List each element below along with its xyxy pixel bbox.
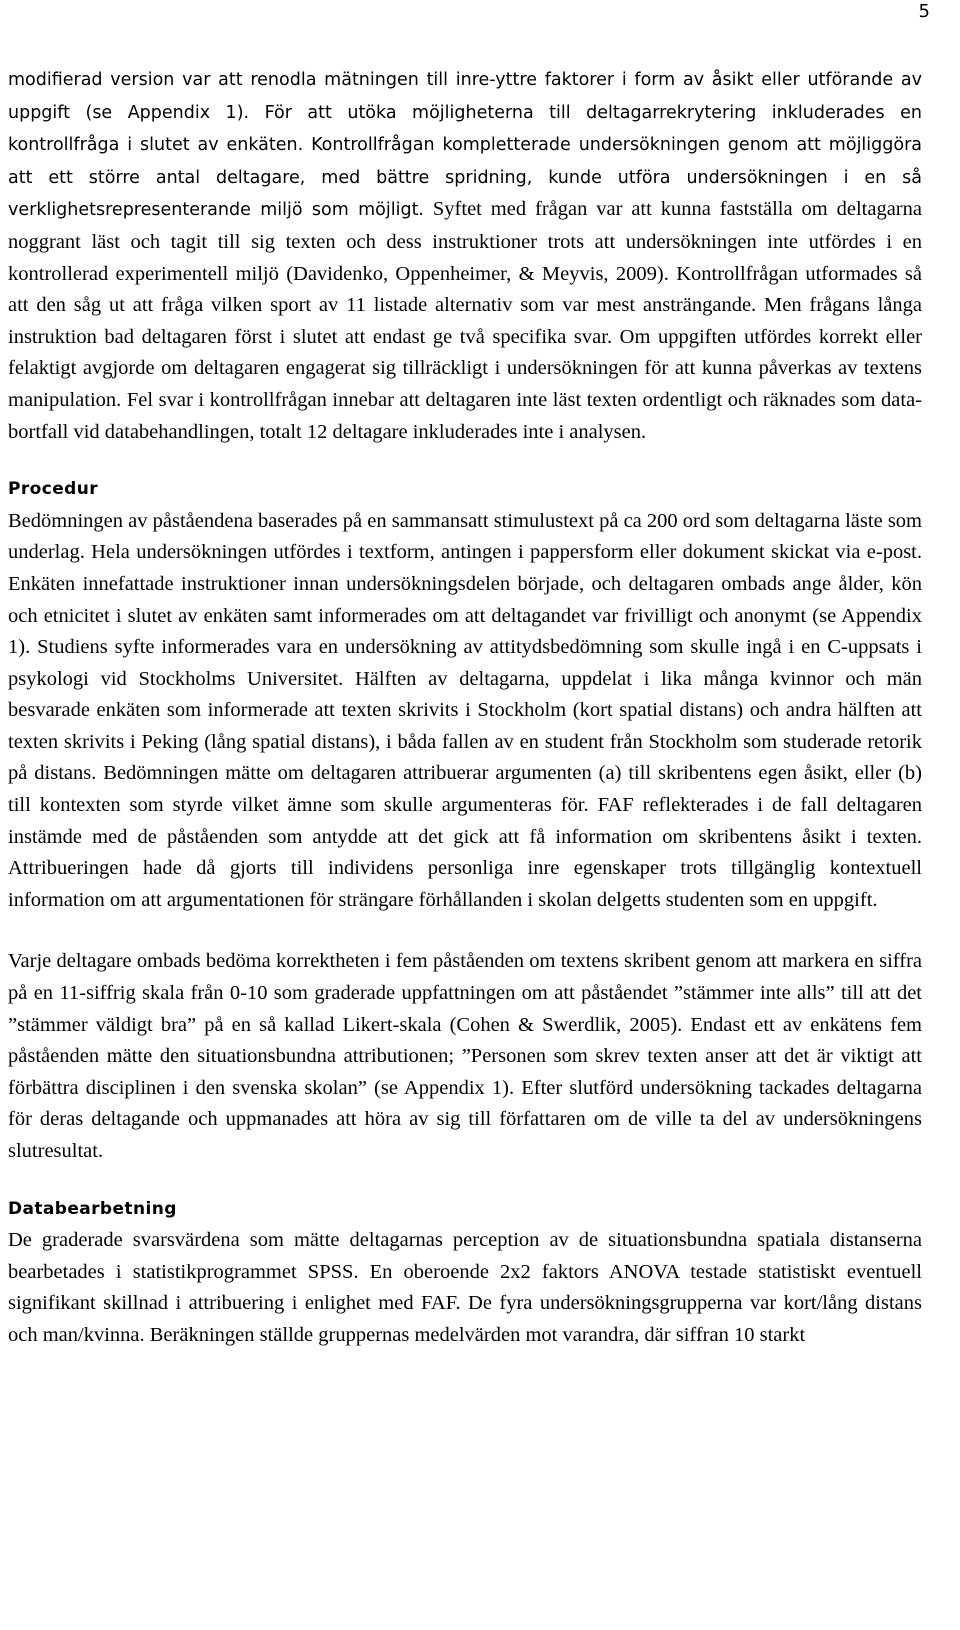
procedure-heading: Procedur [8, 479, 98, 500]
data-processing-paragraph: De graderade svarsvärdena som mätte deltagarnas perception av de situationsbundna spatiala distanserna bearbetades i statistikprogrammet SPSS. En oberoende 2x2 faktors ANOVA testade statistiskt eventuell signifikant skillnad i attribuering i enlighet med FAF. De fyra undersökningsgrupperna var kort/lång distans och man/kvinna. Beräkningen ställde gruppernas medelvärden mot varandra, där siffran 10 starkt [8, 1229, 922, 1346]
data-processing-heading: Databearbetning [8, 1198, 177, 1219]
section-spacer [8, 1168, 922, 1194]
paragraph-spacer [8, 916, 922, 946]
page-number: 5 [918, 1, 930, 22]
procedure-paragraph-2: Varje deltagare ombads bedöma korrektheten i fem påståenden om textens skribent genom att markera en siffra på en 11-siffrig skala från 0-10 som graderade uppfattningen om att påståendet ”stämmer inte alls” till att det ”stämmer väldigt bra” på en så kallad Likert-skala (Cohen & Swerdlik, 2005). Endast ett av enkätens fem påståenden mätte den situationsbundna attributionen; ”Personen som skrev texten anser att det är viktigt att förbättra disciplinen i den svenska skolan” (se Appendix 1). Efter slutförd undersökning tackades deltagarna för deras deltagande och uppmanades att höra av sig till författaren om de ville ta del av undersökningens slutresultat. [8, 950, 922, 1162]
procedure-paragraph-1: Bedömningen av påståendena baserades på en sammansatt stimulustext på ca 200 ord som deltagarna läste som underlag. Hela undersökningen utfördes i textform, antingen i pappersform eller dokument skickat via e-post. Enkäten innefattade instruktioner innan undersökningsdelen började, och deltagaren ombads ange ålder, kön och etnicitet i slutet av enkäten samt informerades om att deltagandet var frivilligt och anonymt (se Appendix 1). Studiens syfte informerades vara en undersökning av attitydsbedömning som skulle ingå i en C-uppsats i psykologi vid Stockholms Universitet. Hälften av deltagarna, uppdelat i lika många kvinnor och män besvarade enkäten som informerade att texten skrivits i Stockholm (kort spatial distans) och andra hälften att texten skrivits i Peking (lång spatial distans), i båda fallen av en student från Stockholm som studerade retorik på distans. Bedömningen mätte om deltagaren attribuerar argumenten (a) till skribentens egen åsikt, eller (b) till kontexten som styrde vilket ämne som skulle argumenteras för. FAF reflekterades i de fall deltagaren instämde med de påståenden som antydde att det gick att få information om skribentens åsikt i texten. Attribueringen hade då gjorts till individens personliga inre egenskaper trots tillgänglig kontextuell information om att argumentationen för strängare förhållanden i skolan delgetts studenten som en uppgift. [8, 509, 922, 911]
intro-paragraph [8, 64, 922, 448]
intro-text-serif: Syftet med frågan var att kunna fastställa om deltagarna noggrant läst och tagit till sig texten och dess instruktioner trots att undersökningen inte utfördes i en kontrollerad experimentell miljö (Davidenko, Oppenheimer, & Meyvis, 2009). Kontrollfrågan utformades så att den såg ut att fråga vilken sport av 11 listade alternativ som var mest ansträngande. Men frågans långa instruktion bad deltagaren först i slutet att endast ge två specifika svar. Om uppgiften utfördes korrekt eller felaktigt avgjorde om deltagaren engagerat sig tillräckligt i undersökningen för att kunna påverkas av textens manipulation. Fel svar i kontrollfrågan innebar att deltagaren inte läst texten ordentligt och räknades som data-bortfall vid databehandlingen, totalt 12 deltagare inkluderades inte i analysen. [8, 198, 922, 443]
document-body [8, 64, 922, 1352]
intro-text-sans: modifierad version var att renodla mätningen till inre-yttre faktorer i form av åsikt eller utförande av uppgift (se Appendix 1). För att utöka möjligheterna till deltagarrekrytering inkluderades en kontrollfråga i slutet av enkäten. Kontrollfrågan kompletterade undersökningen genom att möjliggöra att ett större antal deltagare, med bättre spridning, kunde utföra undersökningen i en så verklighetsrepresenterande miljö som möjligt. [8, 70, 922, 221]
section-spacer [8, 448, 922, 474]
